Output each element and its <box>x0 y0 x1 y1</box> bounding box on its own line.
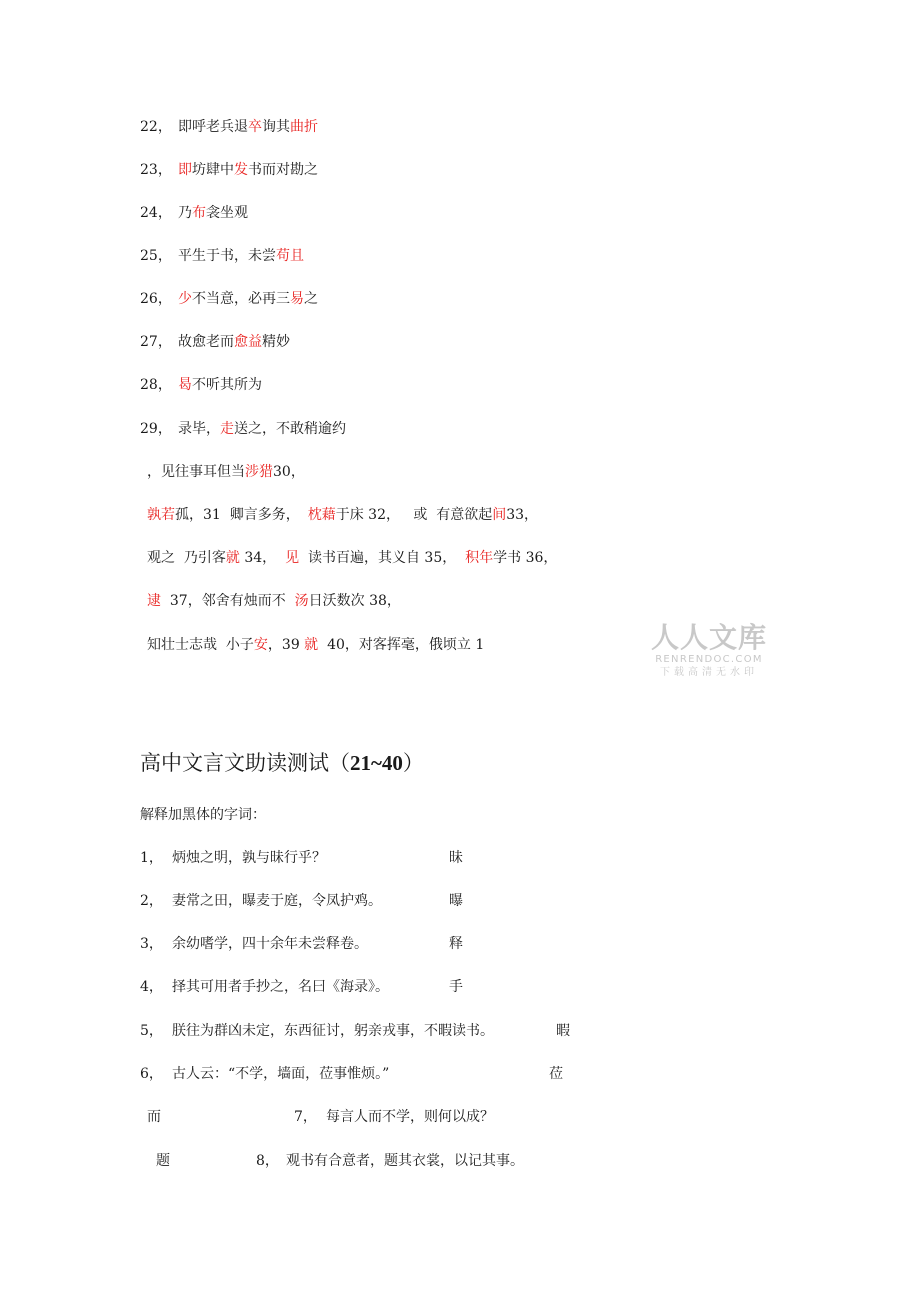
item-text: 炳烛之明，孰与昧行乎？ <box>172 850 326 866</box>
answer-text: 莅 <box>549 1066 563 1082</box>
answer-word <box>156 1152 170 1170</box>
text-segment: 34， <box>239 550 286 566</box>
answer-word <box>549 1065 563 1083</box>
title-text: 高中文言文助读测试（ <box>140 751 350 775</box>
test-item <box>140 1022 494 1040</box>
text-segment: 于床 32， 或 有意欲起 <box>335 507 493 523</box>
item-number: 25， <box>140 248 172 264</box>
item-text: 每言人而不学，则何以成？ <box>326 1109 494 1125</box>
text-segment: 故愈老而 <box>178 334 234 350</box>
text-segment: 孤，31 卿言多务， <box>175 507 300 523</box>
text-segment: 即呼老兵退 <box>178 119 248 135</box>
line-26 <box>140 290 318 308</box>
text-segment: 之 <box>304 291 318 307</box>
item-text: 观书有合意者，题其衣裳，以记其事。 <box>286 1153 524 1169</box>
watermark-subtitle: 下载高清无水印 <box>660 667 758 678</box>
answer-word <box>449 892 463 910</box>
item-number: 2， <box>140 893 163 909</box>
line-30 <box>147 463 305 481</box>
highlight-word: 枕藉 <box>307 507 336 523</box>
text-segment: 30， <box>273 464 305 480</box>
item-number: 6， <box>140 1066 163 1082</box>
highlight-word: 就 <box>304 637 319 653</box>
watermark-logo <box>646 622 772 680</box>
line-27 <box>140 333 290 351</box>
item-text: 古人云：“不学，墙面，莅事惟烦。” <box>172 1066 390 1082</box>
item-text: 朕往为群凶未定，东西征讨，躬亲戎事，不暇读书。 <box>172 1023 494 1039</box>
highlight-word: 曷 <box>178 377 192 393</box>
item-number: 24， <box>140 205 172 221</box>
item-text: 余幼嗜学，四十余年未尝释卷。 <box>172 936 368 952</box>
text-segment: 读书百遍，其义自 35， <box>299 550 466 566</box>
highlight-word: 易 <box>290 291 304 307</box>
text-segment: 学书 36， <box>493 550 558 566</box>
text-segment: 知壮士志哉 小子 <box>147 637 254 653</box>
test-item <box>140 978 389 996</box>
answer-text: 昧 <box>449 850 463 866</box>
answer-text: 释 <box>449 936 463 952</box>
highlight-word: 见 <box>285 550 300 566</box>
line-31 <box>147 506 538 524</box>
text-segment: 33， <box>506 507 539 523</box>
test-item <box>140 849 326 867</box>
item-number: 23， <box>140 162 172 178</box>
text-segment: 坊肆中 <box>192 162 234 178</box>
item-number: 5， <box>140 1023 163 1039</box>
line-22 <box>140 118 318 136</box>
highlight-word: 逮 <box>147 593 161 609</box>
text-segment: 送之，不敢稍逾约 <box>234 421 346 437</box>
item-number: 1， <box>140 850 163 866</box>
highlight-word: 间 <box>492 507 507 523</box>
watermark-url: RENRENDOC.COM <box>655 654 763 665</box>
answer-text: 题 <box>156 1153 170 1169</box>
test-item <box>256 1152 524 1170</box>
text-segment: 衾坐观 <box>206 205 248 221</box>
highlight-word: 愈益 <box>234 334 262 350</box>
text-segment: 日沃数次 38， <box>308 593 401 609</box>
answer-word <box>147 1108 161 1126</box>
answer-word <box>449 978 463 996</box>
text-segment: 录毕， <box>178 421 220 437</box>
answer-word <box>449 935 463 953</box>
text-segment: 不当意，必再三 <box>192 291 290 307</box>
item-number: 28， <box>140 377 172 393</box>
highlight-word: 安 <box>253 637 268 653</box>
text-segment: ，39 <box>267 637 305 653</box>
highlight-word: 涉猎 <box>245 464 273 480</box>
instruction-text: 解释加黑体的字词： <box>140 807 266 823</box>
highlight-word: 布 <box>192 205 206 221</box>
highlight-word: 积年 <box>465 550 494 566</box>
answer-word <box>556 1022 570 1040</box>
highlight-word: 卒 <box>248 119 262 135</box>
highlight-word: 就 <box>225 550 240 566</box>
text-segment: 平生于书，未尝 <box>178 248 276 264</box>
answer-text: 暇 <box>556 1023 570 1039</box>
text-segment: 40，对客挥毫，俄顷立 1 <box>318 637 485 653</box>
title-end: ） <box>402 751 424 775</box>
line-34 <box>147 636 484 654</box>
text-segment: 37，邻舍有烛而不 <box>161 593 295 609</box>
item-text: 择其可用者手抄之，名曰《海录》。 <box>172 979 389 995</box>
highlight-word: 即 <box>178 162 192 178</box>
highlight-word: 发 <box>234 162 248 178</box>
highlight-word: 曲折 <box>290 119 318 135</box>
text-segment: ，见往事耳但当 <box>147 464 245 480</box>
text-segment: 询其 <box>262 119 290 135</box>
item-number: 29， <box>140 421 172 437</box>
item-number: 8， <box>256 1153 279 1169</box>
text-segment: 乃 <box>178 205 192 221</box>
test-item <box>140 935 368 953</box>
line-25 <box>140 247 304 265</box>
test-item <box>140 1065 389 1083</box>
text-segment: 观之 乃引客 <box>147 550 226 566</box>
item-number: 27， <box>140 334 172 350</box>
item-number: 26， <box>140 291 172 307</box>
text-segment: 精妙 <box>262 334 290 350</box>
line-23 <box>140 161 318 179</box>
answer-text: 曝 <box>449 893 463 909</box>
item-number: 7， <box>294 1109 317 1125</box>
line-24 <box>140 204 248 222</box>
item-number: 22， <box>140 119 172 135</box>
highlight-word: 孰若 <box>147 507 175 523</box>
answer-text: 手 <box>449 979 463 995</box>
answer-text: 而 <box>147 1109 161 1125</box>
line-29 <box>140 420 346 438</box>
item-number: 4， <box>140 979 163 995</box>
highlight-word: 汤 <box>294 593 309 609</box>
title-range: 21~40 <box>350 751 403 775</box>
highlight-word: 走 <box>220 421 234 437</box>
highlight-word: 少 <box>178 291 192 307</box>
instruction <box>140 806 266 824</box>
highlight-word: 苟且 <box>276 248 304 264</box>
watermark-main: 人人文库 <box>650 621 767 654</box>
text-segment: 书而对勘之 <box>248 162 318 178</box>
test-item <box>140 892 382 910</box>
line-32 <box>147 549 557 567</box>
line-33 <box>147 592 401 610</box>
item-number: 3， <box>140 936 163 952</box>
text-segment: 不听其所为 <box>192 377 262 393</box>
section-title <box>140 750 424 776</box>
line-28 <box>140 376 262 394</box>
test-item <box>294 1108 494 1126</box>
answer-word <box>449 849 463 867</box>
item-text: 妻常之田，曝麦于庭，令凤护鸡。 <box>172 893 382 909</box>
